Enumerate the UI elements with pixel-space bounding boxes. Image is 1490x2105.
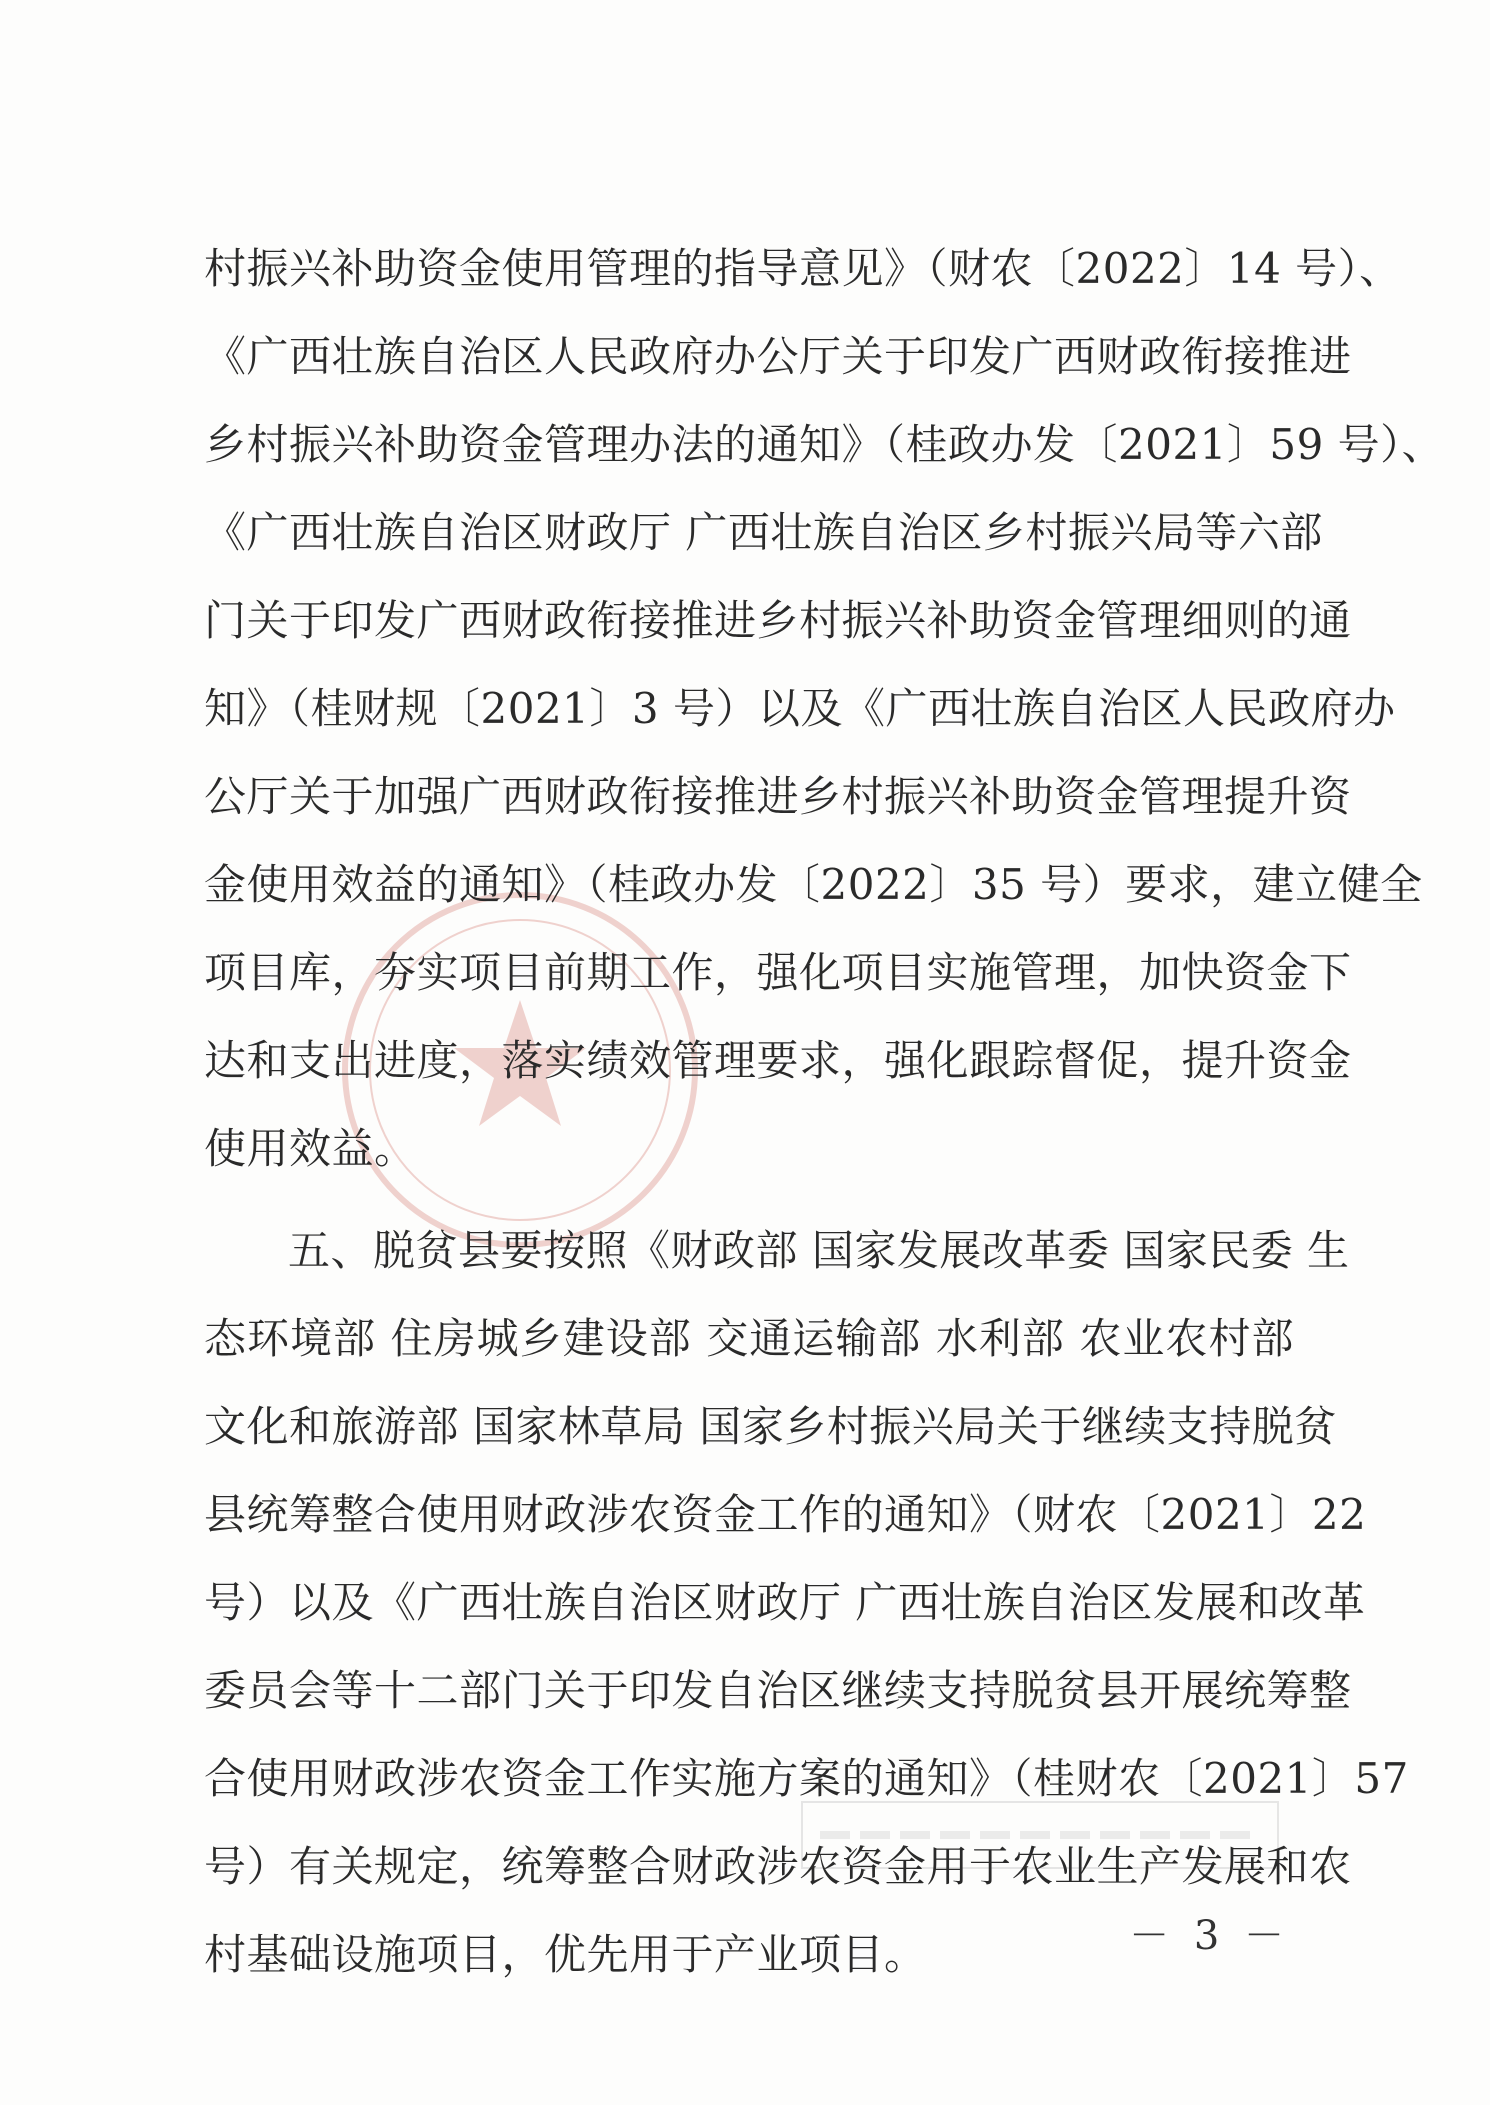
body-text (204, 225, 1445, 1999)
text-line: 金使用效益的通知》（桂政办发〔2022〕35 号）要求，建立健全 (204, 860, 1423, 909)
paragraph-five-line: 村基础设施项目，优先用于产业项目。 (204, 1930, 927, 1979)
page-number: － 3 － (1129, 1913, 1290, 1959)
paragraph-five-line: 号）有关规定，统筹整合财政涉农资金用于农业生产发展和农 (204, 1842, 1352, 1891)
paragraph-five-line: 五、脱贫县要按照《财政部 国家发展改革委 国家民委 生 (288, 1226, 1350, 1275)
text-line: 门关于印发广西财政衔接推进乡村振兴补助资金管理细则的通 (204, 596, 1352, 645)
paragraph-five-line: 县统筹整合使用财政涉农资金工作的通知》（财农〔2021〕22 (204, 1490, 1367, 1539)
text-line: 公厅关于加强广西财政衔接推进乡村振兴补助资金管理提升资 (204, 772, 1352, 821)
text-line: 知》（桂财规〔2021〕3 号）以及《广西壮族自治区人民政府办 (204, 684, 1396, 733)
text-line: 使用效益。 (204, 1124, 417, 1173)
text-line: 乡村振兴补助资金管理办法的通知》（桂政办发〔2021〕59 号）、 (204, 420, 1445, 469)
paragraph-five-line: 合使用财政涉农资金工作实施方案的通知》（桂财农〔2021〕57 (204, 1754, 1409, 1803)
text-line: 项目库，夯实项目前期工作，强化项目实施管理，加快资金下 (204, 948, 1352, 997)
paragraph-five-line: 态环境部 住房城乡建设部 交通运输部 水利部 农业农村部 (204, 1314, 1294, 1363)
text-line: 村振兴补助资金使用管理的指导意见》（财农〔2022〕14 号）、 (204, 244, 1402, 293)
text-line: 《广西壮族自治区人民政府办公厅关于印发广西财政衔接推进 (204, 332, 1352, 381)
paragraph-five-line: 委员会等十二部门关于印发自治区继续支持脱贫县开展统筹整 (204, 1666, 1352, 1715)
text-line: 《广西壮族自治区财政厅 广西壮族自治区乡村振兴局等六部 (204, 508, 1323, 557)
paragraph-five-line: 号）以及《广西壮族自治区财政厅 广西壮族自治区发展和改革 (204, 1578, 1366, 1627)
text-line: 达和支出进度，落实绩效管理要求，强化跟踪督促，提升资金 (204, 1036, 1352, 1085)
paragraph-five-line: 文化和旅游部 国家林草局 国家乡村振兴局关于继续支持脱贫 (204, 1402, 1337, 1451)
